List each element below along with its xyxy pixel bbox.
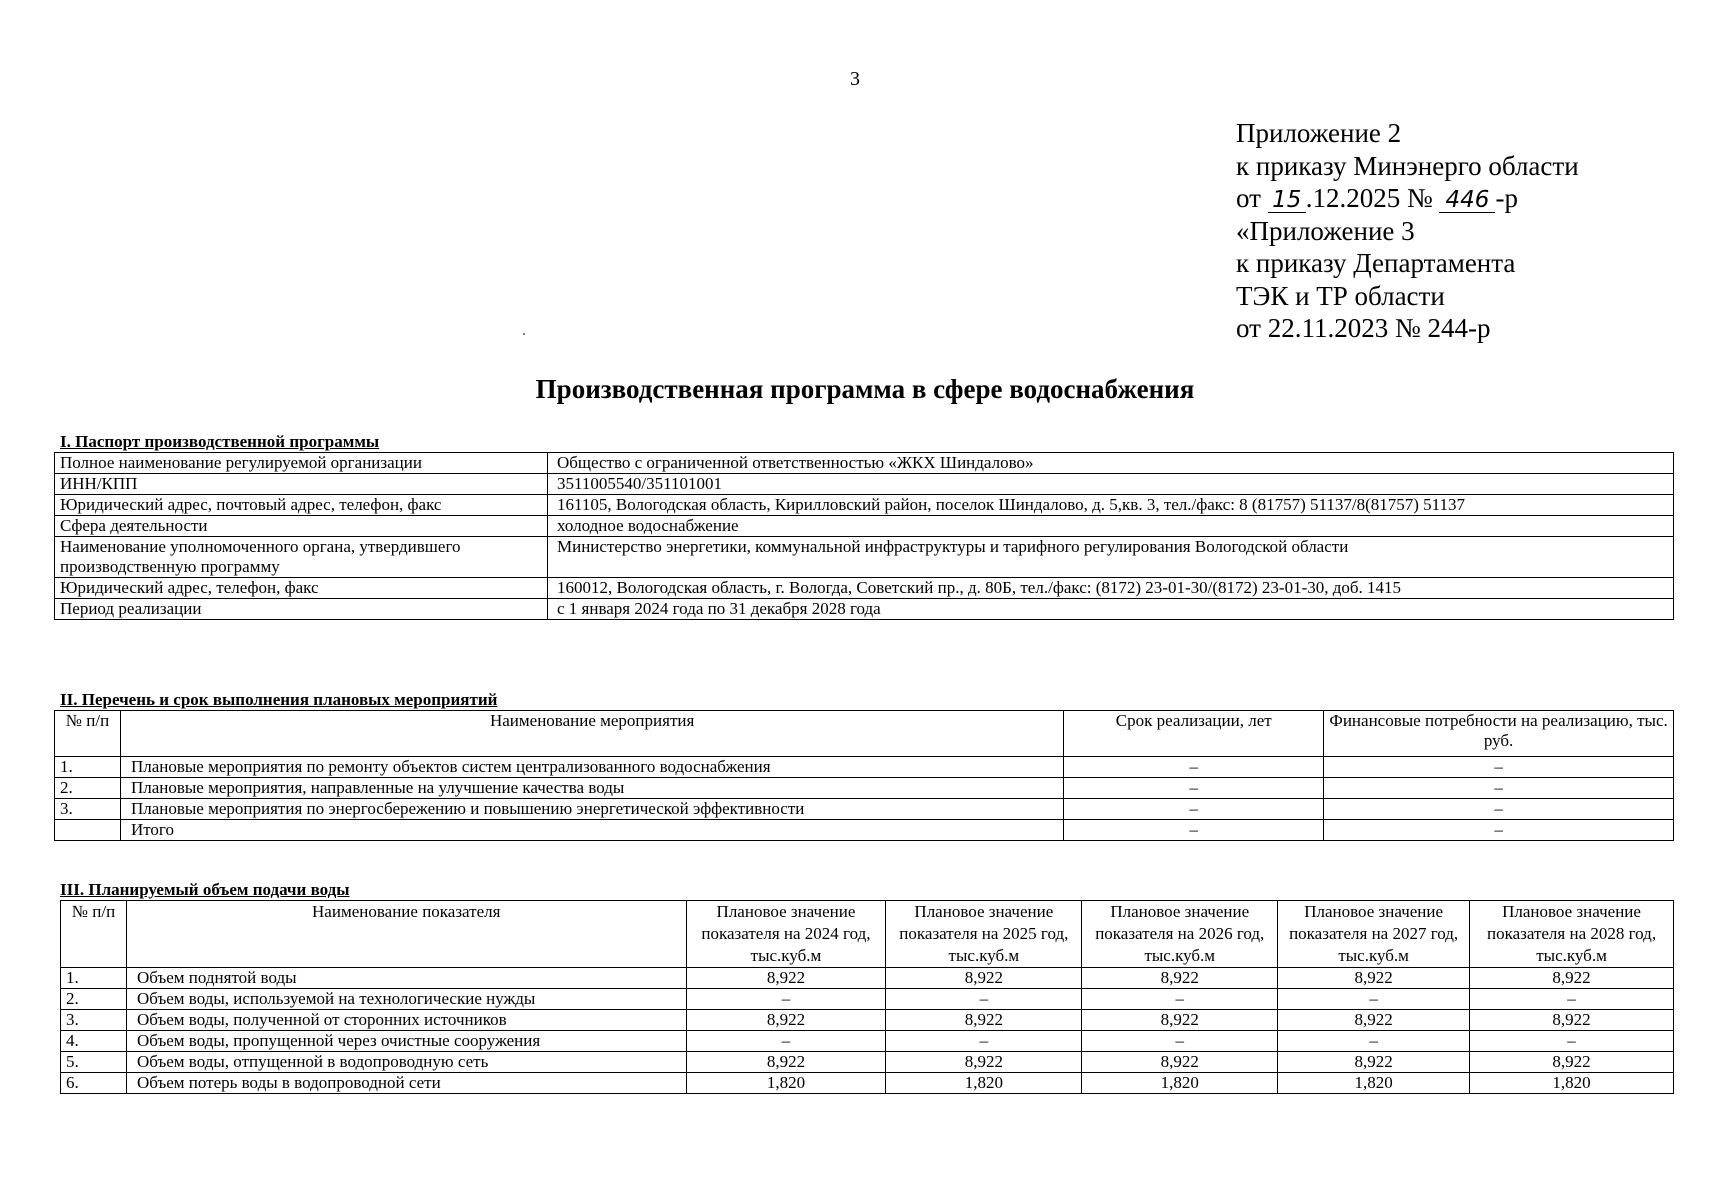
appendix-line-4: «Приложение 3	[1236, 215, 1415, 246]
table-row	[55, 474, 1674, 495]
row-indicator-name: Объем воды, полученной от сторонних источников	[126, 1010, 686, 1031]
activities-table	[54, 710, 1674, 841]
row-indicator-name: Объем поднятой воды	[126, 968, 686, 989]
handwritten-order-number: 446	[1439, 188, 1495, 213]
row-label: Полное наименование регулируемой организации	[55, 453, 548, 474]
row-value: 8,922	[886, 1052, 1082, 1073]
row-value: холодное водоснабжение	[548, 516, 1674, 537]
row-num: 2.	[61, 989, 127, 1010]
header-finance: Финансовые потребности на реализацию, тыс. руб.	[1324, 711, 1674, 757]
table-row	[55, 820, 1674, 841]
row-num: 1.	[55, 757, 121, 778]
row-value: –	[1278, 989, 1470, 1010]
row-value: –	[886, 1031, 1082, 1052]
row-indicator-name: Объем воды, используемой на технологические нужды	[126, 989, 686, 1010]
row-finance: –	[1324, 778, 1674, 799]
row-num: 2.	[55, 778, 121, 799]
appendix-date-mid: .12.2025 №	[1305, 183, 1440, 213]
row-value: 1,820	[886, 1073, 1082, 1094]
row-value: Общество с ограниченной ответственностью «ЖКХ Шиндалово»	[548, 453, 1674, 474]
row-value: –	[1470, 1031, 1674, 1052]
handwritten-day: 15	[1268, 188, 1306, 213]
header-year-2025: Плановое значение показателя на 2025 год, тыс.куб.м	[886, 901, 1082, 968]
row-num: 1.	[61, 968, 127, 989]
row-activity-name: Итого	[120, 820, 1063, 841]
row-activity-name: Плановые мероприятия, направленные на улучшение качества воды	[120, 778, 1063, 799]
appendix-line-2: к приказу Минэнерго области	[1236, 150, 1579, 181]
table-row	[55, 599, 1674, 620]
row-indicator-name: Объем воды, пропущенной через очистные сооружения	[126, 1031, 686, 1052]
row-value: 8,922	[1278, 968, 1470, 989]
appendix-line-3	[1236, 182, 1579, 215]
appendix-line-6: ТЭК и ТР области	[1236, 280, 1445, 311]
row-num: 3.	[61, 1010, 127, 1031]
table-row	[55, 799, 1674, 820]
row-value: 1,820	[686, 1073, 886, 1094]
header-year-2024: Плановое значение показателя на 2024 год, тыс.куб.м	[686, 901, 886, 968]
row-indicator-name: Объем воды, отпущенной в водопроводную сеть	[126, 1052, 686, 1073]
header-year-2028: Плановое значение показателя на 2028 год, тыс.куб.м	[1470, 901, 1674, 968]
row-value: 8,922	[886, 968, 1082, 989]
row-num: 3.	[55, 799, 121, 820]
row-activity-name: Плановые мероприятия по энергосбережению и повышению энергетической эффективности	[120, 799, 1063, 820]
row-value: 8,922	[686, 968, 886, 989]
row-value: 8,922	[686, 1052, 886, 1073]
table-row	[61, 1073, 1674, 1094]
table-row	[55, 537, 1674, 578]
table-row	[61, 989, 1674, 1010]
appendix-block	[1236, 117, 1579, 345]
document-title: Производственная программа в сфере водоснабжения	[535, 374, 1195, 404]
table-row	[55, 453, 1674, 474]
header-indicator-name: Наименование показателя	[126, 901, 686, 968]
water-volume-table	[60, 900, 1674, 1094]
row-value: 8,922	[1082, 1052, 1278, 1073]
row-value: 8,922	[1278, 1010, 1470, 1031]
header-term: Срок реализации, лет	[1064, 711, 1324, 757]
row-value: 3511005540/351101001	[548, 474, 1674, 495]
row-value: 8,922	[1082, 1010, 1278, 1031]
row-value: 1,820	[1278, 1073, 1470, 1094]
row-label: Наименование уполномоченного органа, утвердившего производственную программу	[55, 537, 548, 578]
section-3-title: III. Планируемый объем подачи воды	[60, 880, 350, 899]
row-value: –	[1082, 1031, 1278, 1052]
row-value: 8,922	[1470, 1010, 1674, 1031]
row-value: –	[686, 1031, 886, 1052]
table-row	[61, 1052, 1674, 1073]
row-value: –	[686, 989, 886, 1010]
row-finance: –	[1324, 799, 1674, 820]
table-row	[61, 1031, 1674, 1052]
row-value: 160012, Вологодская область, г. Вологда, Советский пр., д. 80Б, тел./факс: (8172) 23-01-30/(8172) 23-01-30, доб. 1415	[548, 578, 1674, 599]
row-value: с 1 января 2024 года по 31 декабря 2028 года	[548, 599, 1674, 620]
table-row	[55, 778, 1674, 799]
row-label: ИНН/КПП	[55, 474, 548, 495]
row-value: 161105, Вологодская область, Кирилловский район, поселок Шиндалово, д. 5,кв. 3, тел./факс: 8 (81757) 51137/8(81757) 51137	[548, 495, 1674, 516]
row-activity-name: Плановые мероприятия по ремонту объектов систем централизованного водоснабжения	[120, 757, 1063, 778]
row-label: Период реализации	[55, 599, 548, 620]
scan-dot	[523, 333, 525, 335]
row-term: –	[1064, 820, 1324, 841]
header-year-2027: Плановое значение показателя на 2027 год, тыс.куб.м	[1278, 901, 1470, 968]
row-value: –	[1082, 989, 1278, 1010]
row-term: –	[1064, 799, 1324, 820]
row-value: 8,922	[1470, 1052, 1674, 1073]
appendix-line-5: к приказу Департамента	[1236, 248, 1516, 278]
row-num: 6.	[61, 1073, 127, 1094]
passport-table	[54, 452, 1674, 620]
row-term: –	[1064, 778, 1324, 799]
header-num: № п/п	[55, 711, 121, 757]
header-year-2026: Плановое значение показателя на 2026 год, тыс.куб.м	[1082, 901, 1278, 968]
table-row	[61, 968, 1674, 989]
header-activity-name: Наименование мероприятия	[120, 711, 1063, 757]
table-row	[55, 516, 1674, 537]
row-num: 4.	[61, 1031, 127, 1052]
section-2-title: II. Перечень и срок выполнения плановых мероприятий	[60, 690, 498, 709]
page-number: 3	[850, 68, 860, 90]
row-value: Министерство энергетики, коммунальной инфраструктуры и тарифного регулирования Вологодской области	[548, 537, 1674, 578]
appendix-date-suffix: -р	[1495, 183, 1518, 213]
row-finance: –	[1324, 820, 1674, 841]
row-value: 1,820	[1470, 1073, 1674, 1094]
row-value: –	[1470, 989, 1674, 1010]
row-value: 8,922	[1470, 968, 1674, 989]
row-value: –	[886, 989, 1082, 1010]
appendix-line-1: Приложение 2	[1236, 118, 1402, 148]
row-term: –	[1064, 757, 1324, 778]
header-num: № п/п	[61, 901, 127, 968]
row-value: 8,922	[1082, 968, 1278, 989]
row-value: 1,820	[1082, 1073, 1278, 1094]
row-value: 8,922	[886, 1010, 1082, 1031]
row-value: –	[1278, 1031, 1470, 1052]
table-row	[55, 495, 1674, 516]
row-num	[55, 820, 121, 841]
row-indicator-name: Объем потерь воды в водопроводной сети	[126, 1073, 686, 1094]
row-finance: –	[1324, 757, 1674, 778]
appendix-date-prefix: от	[1236, 183, 1268, 213]
row-num: 5.	[61, 1052, 127, 1073]
row-value: 8,922	[1278, 1052, 1470, 1073]
row-label: Юридический адрес, телефон, факс	[55, 578, 548, 599]
row-label: Юридический адрес, почтовый адрес, телефон, факс	[55, 495, 548, 516]
section-1-title: I. Паспорт производственной программы	[60, 432, 380, 451]
table-row	[55, 757, 1674, 778]
table-row	[61, 1010, 1674, 1031]
row-label: Сфера деятельности	[55, 516, 548, 537]
table-row	[55, 578, 1674, 599]
appendix-line-7: от 22.11.2023 № 244-р	[1236, 313, 1491, 343]
row-value: 8,922	[686, 1010, 886, 1031]
